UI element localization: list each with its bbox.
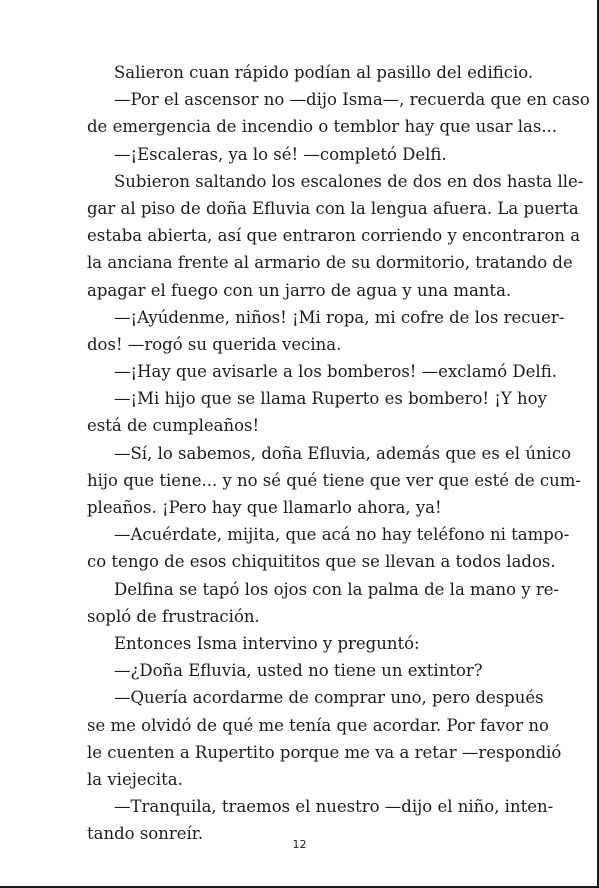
text-line: —¡Ayúdenme, niños! ¡Mi ropa, mi cofre de los recuer- [114,307,565,327]
text-line: —Sí, lo sabemos, doña Efluvia, además que es el único [114,443,572,463]
text-line: Delfina se tapó los ojos con la palma de la mano y re- [114,579,560,599]
text-line: —¡Escaleras, ya lo sé! —completó Delfi. [114,144,447,164]
text-line: hijo que tiene... y no sé qué tiene que ver que esté de cum- [87,470,581,490]
text-line: —¡Hay que avisarle a los bomberos! —exclamó Delfi. [114,362,557,382]
text-line: está de cumpleaños! [87,416,260,436]
page-number: 12 [292,838,307,851]
text-line: sopló de frustración. [87,606,260,626]
text-line: estaba abierta, así que entraron corriendo y encontraron a [87,226,581,246]
text-line: dos! —rogó su querida vecina. [87,334,342,354]
text-line: apagar el fuego con un jarro de agua y una manta. [87,280,512,300]
text-line: Entonces Isma intervino y preguntó: [114,633,420,653]
text-line: —¿Doña Efluvia, usted no tiene un extintor? [114,661,483,681]
text-line: la anciana frente al armario de su dormitorio, tratando de [87,253,573,273]
text-line: Subieron saltando los escalones de dos en dos hasta lle- [114,171,584,191]
text-line: —¡Mi hijo que se llama Ruperto es bombero! ¡Y hoy [114,389,547,409]
text-line: Salieron cuan rápido podían al pasillo del edificio. [114,63,534,82]
text-line: —Acuérdate, mijita, que acá no hay teléfono ni tampo- [114,525,570,545]
text-line: se me olvidó de qué me tenía que acordar. Por favor no [87,715,549,735]
text-line: —Por el ascensor no —dijo Isma—, recuerda que en caso [114,90,590,110]
body-text [87,59,590,847]
text-line: la viejecita. [87,769,183,789]
text-line: —Quería acordarme de comprar uno, pero después [114,688,544,708]
text-line: tando sonreír. [87,824,204,844]
text-line: co tengo de esos chiquititos que se llevan a todos lados. [87,552,556,572]
text-line: pleaños. ¡Pero hay que llamarlo ahora, ya! [87,498,442,517]
text-line: —Tranquila, traemos el nuestro —dijo el niño, inten- [114,797,554,817]
text-line: le cuenten a Rupertito porque me va a retar —respondió [87,742,562,762]
text-line: gar al piso de doña Efluvia con la lengua afuera. La puerta [87,198,579,218]
text-line: de emergencia de incendio o temblor hay que usar las... [87,117,558,137]
